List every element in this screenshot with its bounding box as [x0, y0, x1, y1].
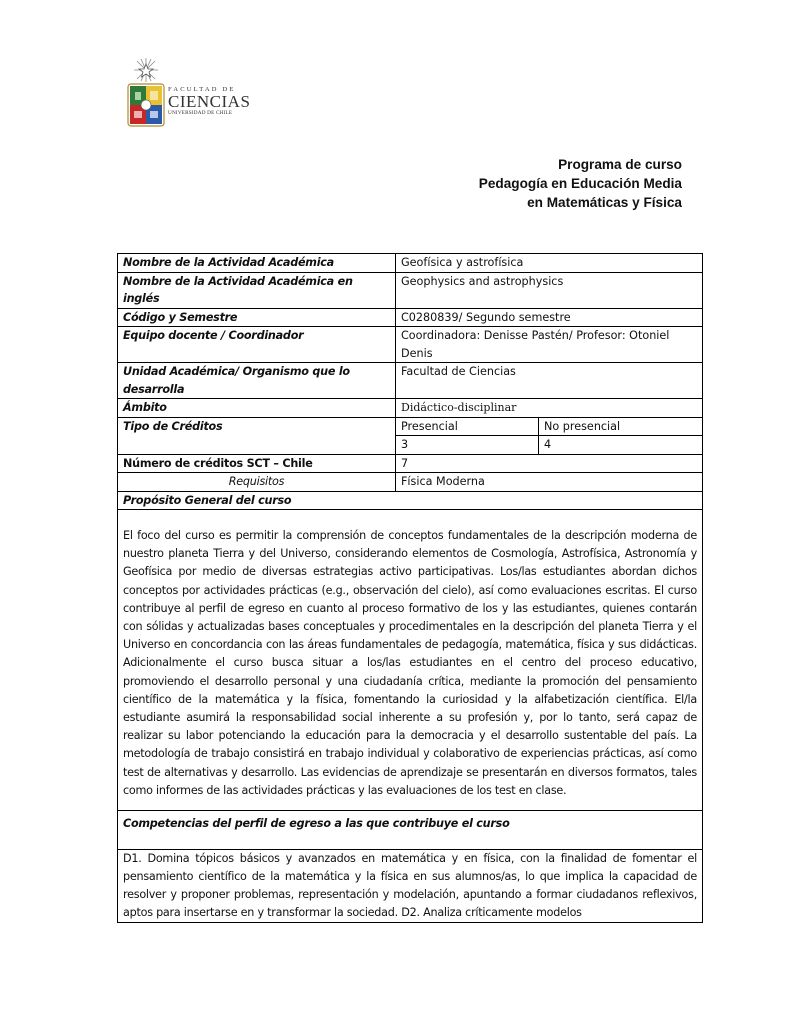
- row-value-code-semester: C0280839/ Segundo semestre: [396, 308, 703, 327]
- row-label-teaching-team: Equipo docente / Coordinador: [118, 327, 396, 363]
- row-value-academic-unit: Facultad de Ciencias: [396, 363, 703, 399]
- logo-line-universidad: UNIVERSIDAD DE CHILE: [168, 110, 233, 116]
- university-crest-icon: [124, 56, 168, 128]
- purpose-text: El foco del curso es permitir la comprensión de conceptos fundamentales de la descripción moderna de nuestro planeta Tierra y del Universo, considerando elementos de Cosmología, Astrofísica, Astronomía y Geofísica por medio de diversas estrategias activo participativas. Los/las estudiantes abordan dichos conceptos por actividades prácticas (e.g., observación del cielo), así como evaluaciones escritas. El curso contribuye al perfil de egreso en cuanto al proceso formativo de los y las estudiantes, quienes contarán con sólidas y actualizadas bases conceptuales y procedimentales en la descripción del planeta Tierra y el Universo en concordancia con las áreas fundamentales de pedagogía, matemática, física y sus didácticas. Adicionalmente el curso busca situar a los/las estudiantes en el centro del proceso educativo, promoviendo el desarrollo personal y una ciudadanía crítica, mediante la promoción del pensamiento científico de la matemática y la física, fomentando la curiosidad y la alfabetización científica. El/la estudiante asumirá la responsabilidad social inherente a su profesión y, por lo tanto, será capaz de realizar su labor potenciando la educación para la democracia y el desarrollo sustentable del país. La metodología de trabajo consistirá en trabajo individual y colaborativo de experiencias prácticas, así como test de alternativas y desarrollo. Las evidencias de aprendizaje se presentarán en diversos formatos, tales como informes de las actividades prácticas y las evaluaciones de los test en clase.: [118, 510, 703, 811]
- row-value-sct-credits: 7: [396, 454, 703, 473]
- credit-value-presencial: 3: [396, 436, 539, 455]
- table-row: [118, 849, 703, 923]
- purpose-heading: Propósito General del curso: [118, 491, 703, 510]
- course-info-table: [117, 253, 703, 923]
- document-header: [479, 155, 682, 212]
- row-label-requisites: Requisitos: [118, 473, 396, 492]
- logo-line-ciencias: CIENCIAS: [168, 92, 251, 111]
- row-value-activity-name-english: Geophysics and astrophysics: [396, 272, 703, 308]
- table-row: [118, 510, 703, 811]
- table-row: [118, 308, 703, 327]
- table-row: [118, 272, 703, 308]
- table-row: [118, 327, 703, 363]
- table-row: [118, 254, 703, 273]
- faculty-logo: [124, 56, 251, 128]
- row-label-academic-unit: Unidad Académica/ Organismo que lo desarrolla: [118, 363, 396, 399]
- table-row: [118, 417, 703, 436]
- logo-wordmark: [168, 86, 251, 117]
- header-program-title: Programa de curso: [558, 157, 682, 172]
- table-row: [118, 363, 703, 399]
- credit-value-no-presencial: 4: [539, 436, 703, 455]
- row-value-scope: Didáctico-disciplinar: [396, 399, 703, 418]
- row-label-activity-name-english: Nombre de la Actividad Académica en inglés: [118, 272, 396, 308]
- row-value-teaching-team: Coordinadora: Denisse Pastén/ Profesor: Otoniel Denis: [396, 327, 703, 363]
- row-value-activity-name: Geofísica y astrofísica: [396, 254, 703, 273]
- logo-line-facultad: FACULTAD DE: [168, 86, 236, 93]
- competencies-text: D1. Domina tópicos básicos y avanzados en matemática y en física, con la finalidad de fomentar el pensamiento científico de la matemática y la física en sus alumnos/as, lo que implica la capacidad de resolver y proponer problemas, representación y modelación, apuntando a formar ciudadanos reflexivos, aptos para insertarse en y transformar la sociedad. D2. Analiza críticamente modelos: [118, 849, 703, 923]
- table-row: [118, 473, 703, 492]
- table-row: [118, 399, 703, 418]
- row-label-activity-name: Nombre de la Actividad Académica: [118, 254, 396, 273]
- row-label-credit-type: Tipo de Créditos: [118, 417, 396, 454]
- competencies-heading: Competencias del perfil de egreso a las que contribuye el curso: [118, 811, 703, 850]
- credit-header-no-presencial: No presencial: [539, 417, 703, 436]
- credit-header-presencial: Presencial: [396, 417, 539, 436]
- row-value-requisites: Física Moderna: [396, 473, 703, 492]
- table-row: [118, 811, 703, 850]
- header-degree-line2: en Matemáticas y Física: [527, 195, 682, 210]
- table-row: [118, 491, 703, 510]
- table-row: [118, 454, 703, 473]
- header-degree-line1: Pedagogía en Educación Media: [478, 176, 682, 191]
- row-label-code-semester: Código y Semestre: [118, 308, 396, 327]
- row-label-scope: Ámbito: [118, 399, 396, 418]
- row-label-sct-credits: Número de créditos SCT – Chile: [118, 454, 396, 473]
